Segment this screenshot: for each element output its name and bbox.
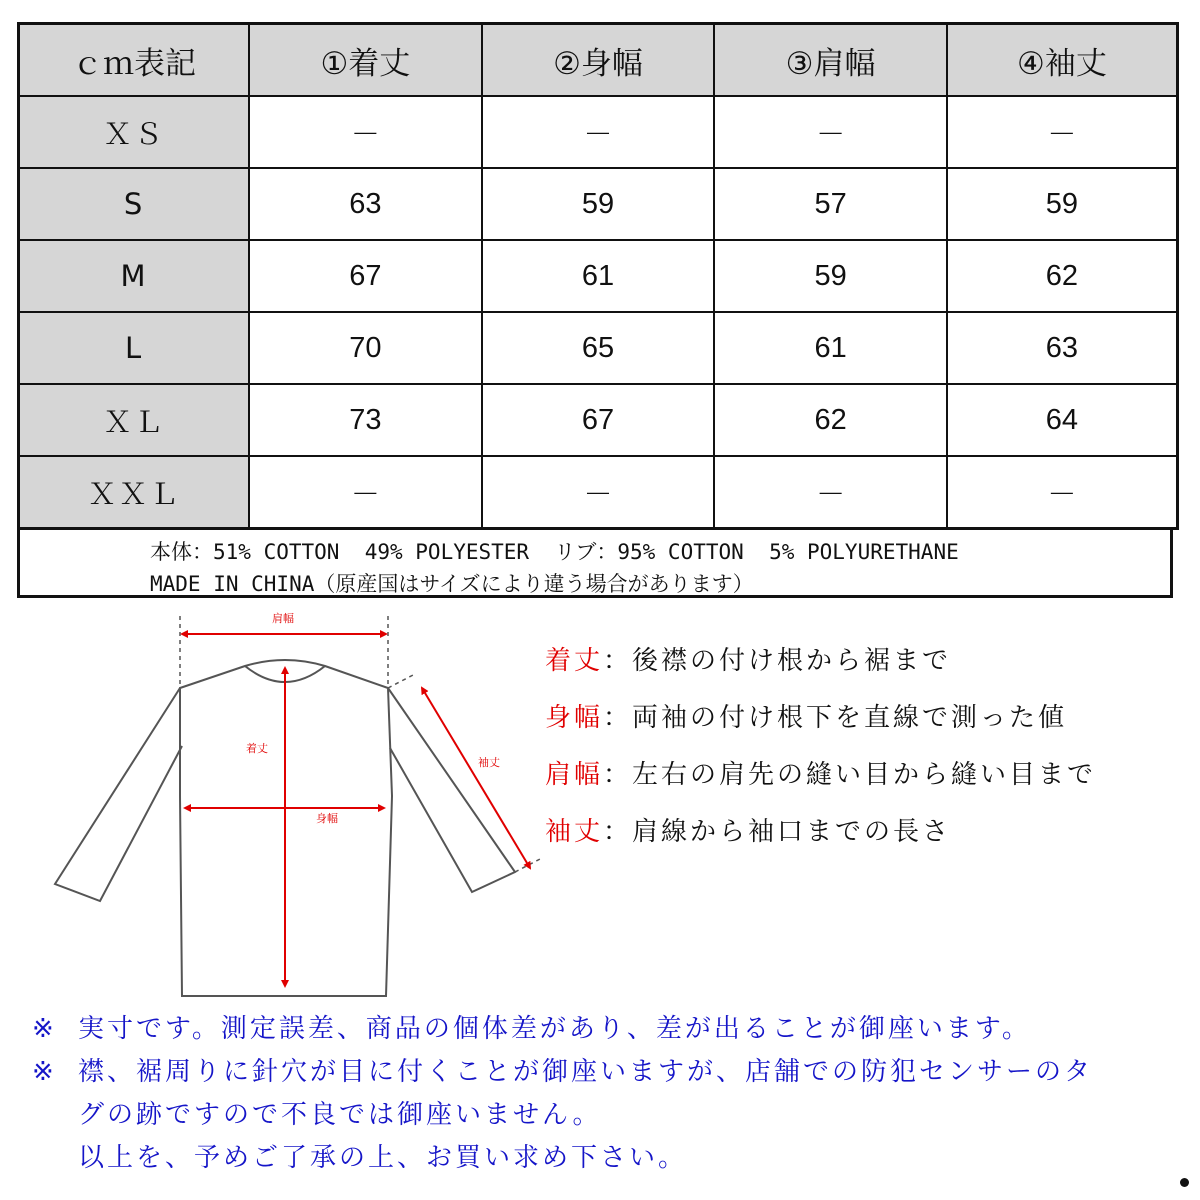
sleeve-label: 袖丈 [478, 756, 500, 769]
table-cell: 64 [947, 384, 1178, 456]
table-cell: － [947, 456, 1178, 529]
size-table-header-row [19, 24, 1178, 97]
notes-section [32, 1008, 1192, 1180]
table-cell: － [714, 96, 947, 168]
measurement-arrows [182, 634, 530, 986]
width-label: 身幅 [316, 812, 338, 825]
legend-item [545, 638, 1185, 695]
length-label: 着丈 [246, 742, 268, 755]
note-item [32, 1008, 1192, 1051]
material-composition: 本体：51% COTTON 49% POLYESTER リブ：95% COTTON 5% POLYURETHANE [150, 540, 959, 564]
header-shoulder: ③肩幅 [714, 24, 947, 97]
legend-desc: ：肩線から袖口までの長さ [603, 817, 952, 847]
table-cell: 67 [249, 240, 482, 312]
table-cell: 73 [249, 384, 482, 456]
table-row [19, 96, 1178, 168]
table-cell: 62 [947, 240, 1178, 312]
size-table [17, 22, 1179, 530]
table-cell: 67 [482, 384, 715, 456]
size-label: ＸＬ [19, 384, 250, 456]
legend-term: 身幅 [545, 703, 604, 733]
note-continuation: 以上を、予めご了承の上、お買い求め下さい。 [78, 1143, 688, 1173]
table-cell: 59 [714, 240, 947, 312]
header-cm-label: ｃｍ表記 [19, 24, 250, 97]
table-cell: 61 [714, 312, 947, 384]
note-item [32, 1051, 1192, 1094]
table-row [19, 240, 1178, 312]
table-cell: 57 [714, 168, 947, 240]
size-label: ＸＸＬ [19, 456, 250, 529]
table-cell: 65 [482, 312, 715, 384]
legend-term: 着丈 [545, 646, 604, 676]
table-row [19, 384, 1178, 456]
table-cell: 70 [249, 312, 482, 384]
table-cell: － [482, 456, 715, 529]
table-cell: － [249, 456, 482, 529]
table-cell: － [714, 456, 947, 529]
legend-term: 肩幅 [545, 760, 604, 790]
table-cell: 59 [947, 168, 1178, 240]
header-width: ②身幅 [482, 24, 715, 97]
size-label: L [19, 312, 250, 384]
table-cell: 59 [482, 168, 715, 240]
table-row [19, 312, 1178, 384]
note-mark: ※ [32, 1057, 57, 1087]
table-cell: 62 [714, 384, 947, 456]
material-info [17, 528, 1173, 598]
note-mark: ※ [32, 1014, 57, 1044]
size-label: S [19, 168, 250, 240]
measurement-legend [545, 638, 1185, 866]
table-cell: 61 [482, 240, 715, 312]
legend-item [545, 695, 1185, 752]
table-cell: － [249, 96, 482, 168]
legend-desc: ：左右の肩先の縫い目から縫い目まで [603, 760, 1097, 790]
shirt-measurement-diagram [40, 606, 580, 1006]
legend-term: 袖丈 [545, 817, 604, 847]
note-text: 実寸です。測定誤差、商品の個体差があり、差が出ることが御座います。 [78, 1014, 1031, 1044]
header-length: ①着丈 [249, 24, 482, 97]
table-row [19, 456, 1178, 529]
shoulder-label: 肩幅 [272, 612, 294, 625]
size-label: M [19, 240, 250, 312]
header-sleeve: ④袖丈 [947, 24, 1178, 97]
table-cell: － [482, 96, 715, 168]
table-cell: 63 [947, 312, 1178, 384]
sleeve-arrow [422, 688, 530, 868]
legend-item [545, 752, 1185, 809]
legend-item [545, 809, 1185, 866]
note-text: 襟、裾周りに針穴が目に付くことが御座いますが、店舗での防犯センサーのタ [78, 1057, 1094, 1087]
country-of-origin: MADE IN CHINA（原産国はサイズにより違う場合があります） [150, 572, 754, 596]
table-row [19, 168, 1178, 240]
note-continuation: グの跡ですので不良では御座いません。 [78, 1100, 602, 1130]
legend-desc: ：両袖の付け根下を直線で測った値 [603, 703, 1068, 733]
size-label: ＸＳ [19, 96, 250, 168]
legend-desc: ：後襟の付け根から裾まで [603, 646, 952, 676]
table-cell: － [947, 96, 1178, 168]
table-cell: 63 [249, 168, 482, 240]
corner-dot [1180, 1178, 1189, 1187]
